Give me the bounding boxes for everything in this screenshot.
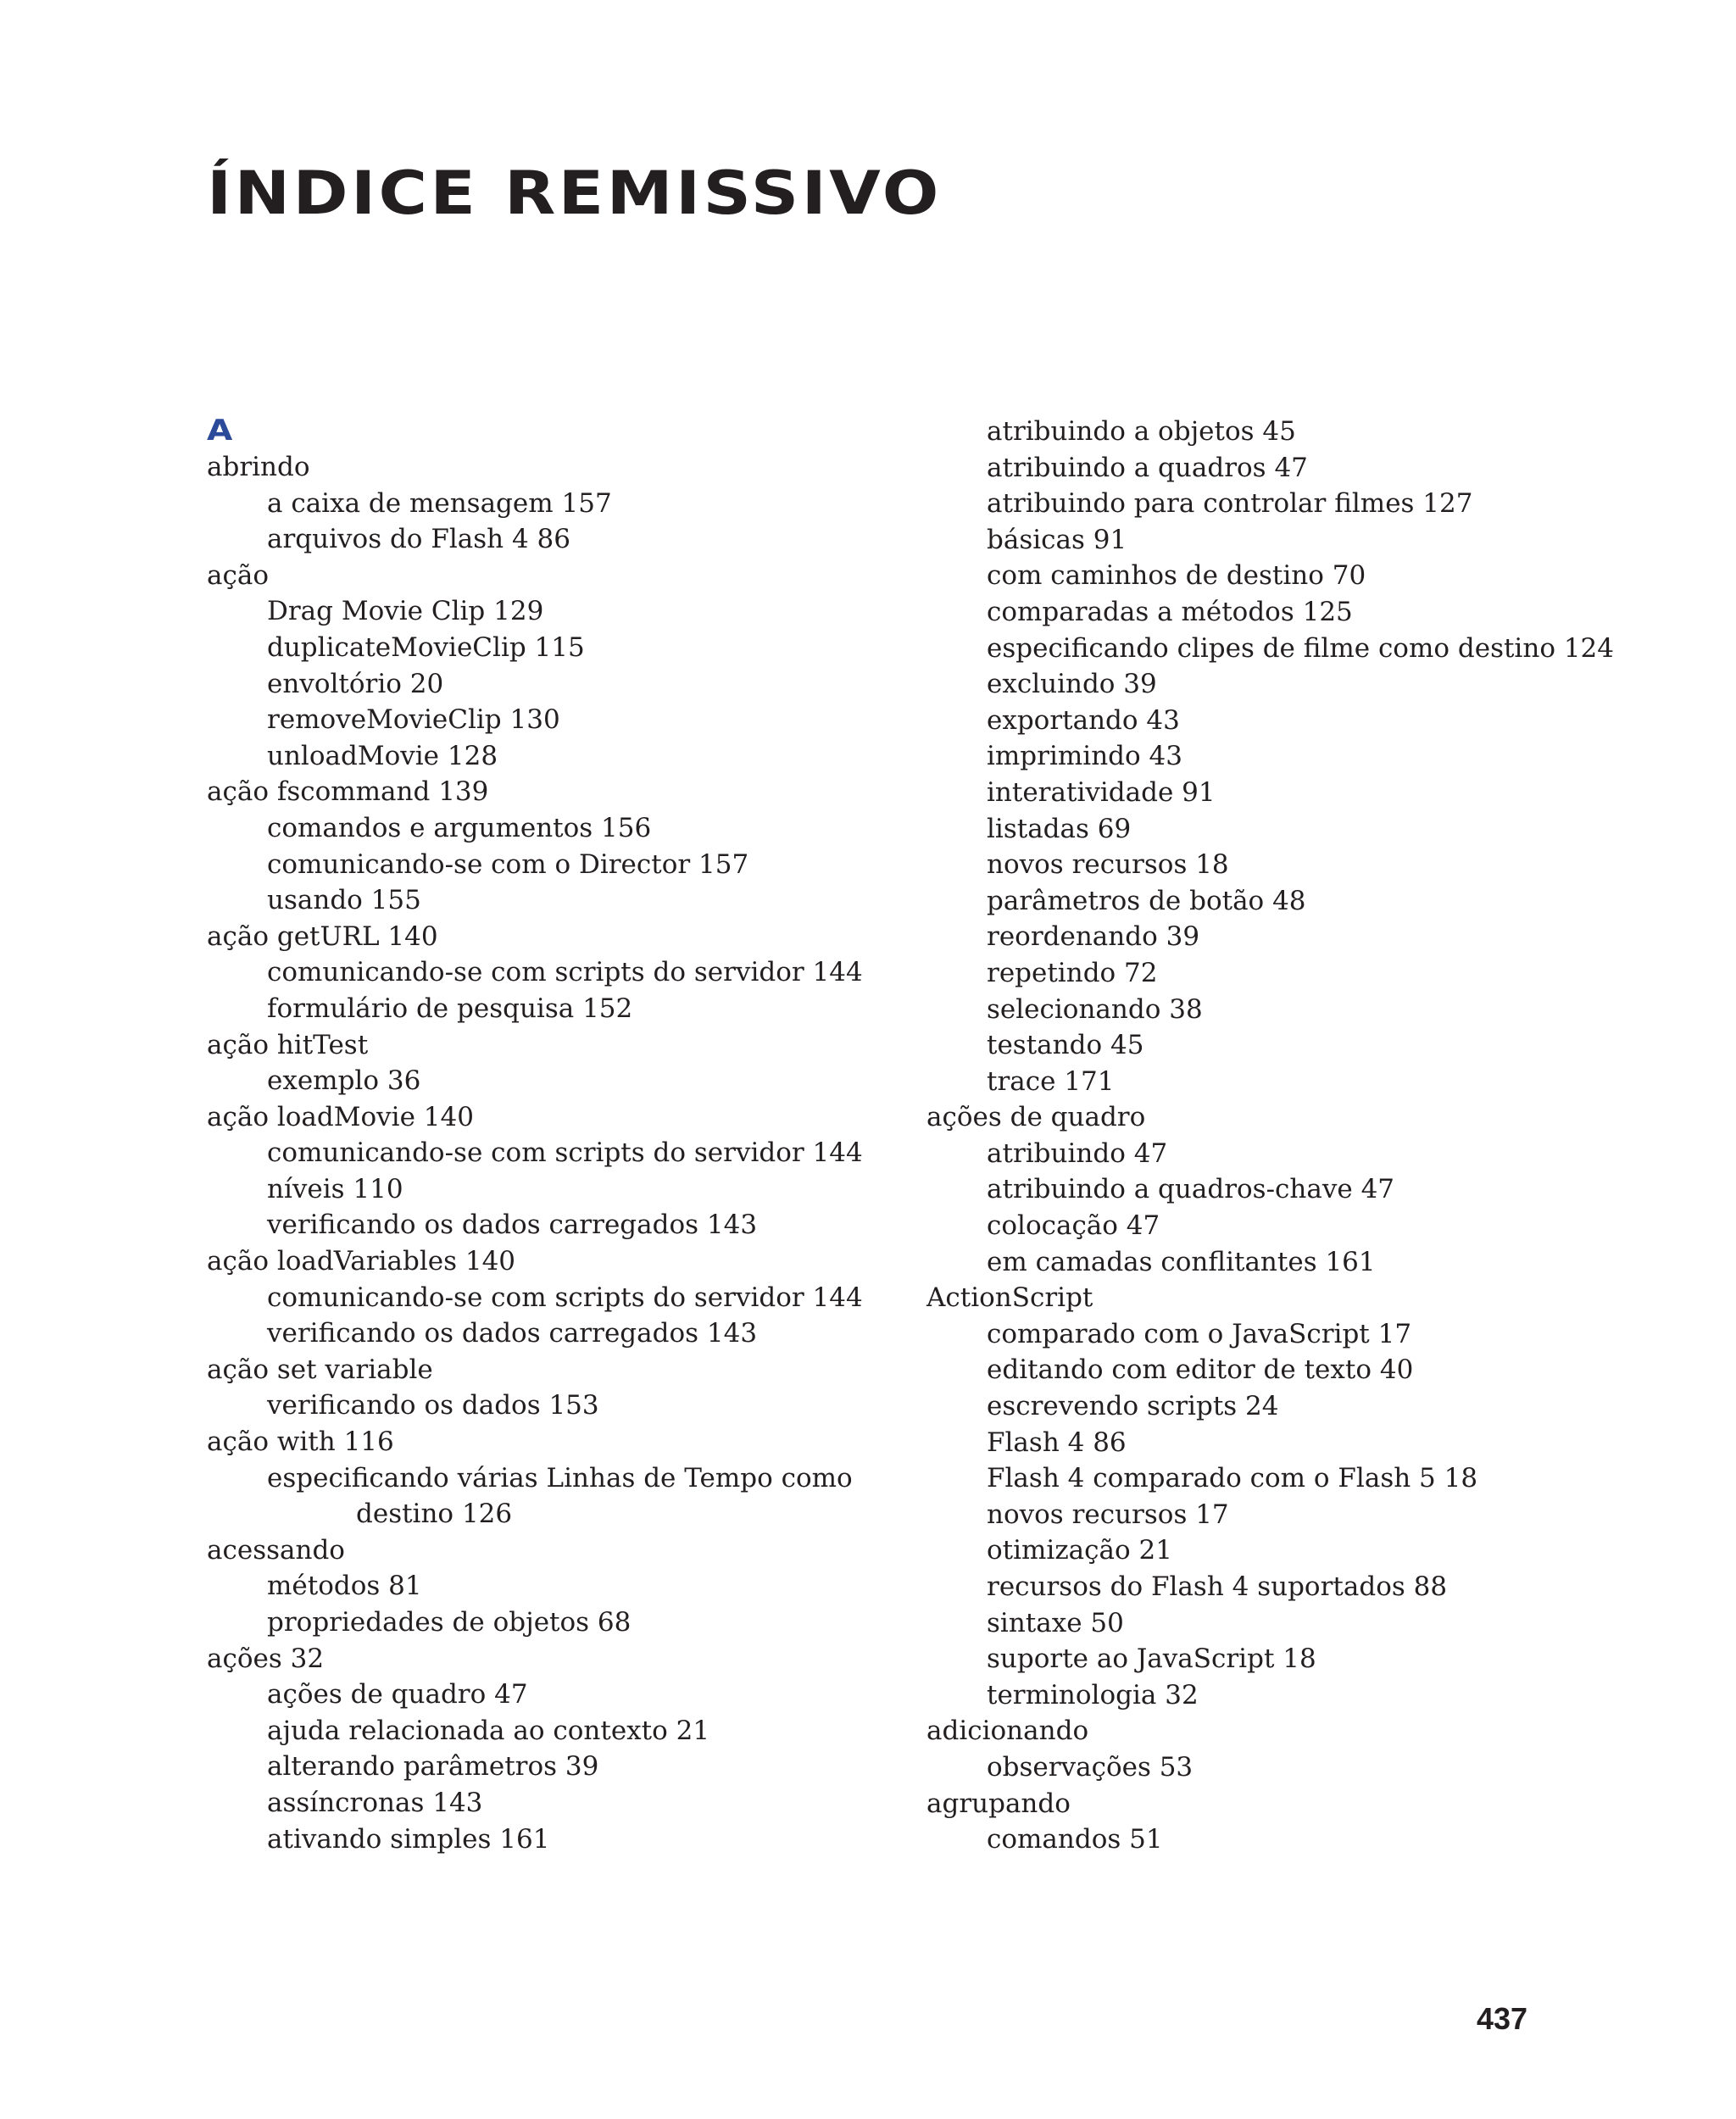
index-entries-right — [926, 414, 1622, 1858]
index-subterm: novos recursos 18 — [987, 849, 1229, 881]
index-subterm: observações 53 — [987, 1751, 1194, 1783]
index-term: agrupando — [926, 1788, 1071, 1819]
index-subterm: colocação 47 — [987, 1210, 1160, 1242]
index-subterm: atribuindo a quadros-chave 47 — [987, 1174, 1395, 1205]
index-subterm: usando 155 — [267, 885, 421, 916]
index-subterm: duplicateMovieClip 115 — [267, 631, 585, 663]
index-subterm: testando 45 — [987, 1030, 1144, 1061]
index-subterm: formulário de pesquisa 152 — [267, 993, 633, 1024]
index-subterm: atribuindo a quadros 47 — [987, 452, 1308, 483]
index-subterm: exemplo 36 — [267, 1065, 421, 1097]
index-subterm: Flash 4 comparado com o Flash 5 18 — [987, 1463, 1478, 1494]
index-subterm: selecionando 38 — [987, 993, 1203, 1025]
index-subterm: escrevendo scripts 24 — [987, 1391, 1279, 1422]
index-subterm: excluindo 39 — [987, 669, 1157, 700]
index-subterm: comparadas a métodos 125 — [987, 596, 1353, 627]
index-term: ação loadVariables 140 — [207, 1246, 516, 1277]
index-term: ações 32 — [207, 1643, 325, 1674]
index-subterm: em camadas conflitantes 161 — [987, 1246, 1376, 1277]
index-term: acessando — [207, 1534, 345, 1566]
page-number: 437 — [1477, 2001, 1528, 2036]
index-subterm: editando com editor de texto 40 — [987, 1354, 1414, 1386]
index-subterm: verificando os dados carregados 143 — [267, 1318, 758, 1349]
index-subterm: assíncronas 143 — [267, 1787, 483, 1818]
index-term: ação — [207, 559, 269, 591]
index-term: ação set variable — [207, 1354, 433, 1385]
index-subterm: recursos do Flash 4 suportados 88 — [987, 1571, 1448, 1602]
index-subterm: otimização 21 — [987, 1535, 1172, 1566]
index-term: abrindo — [207, 452, 310, 482]
index-subterm: repetindo 72 — [987, 957, 1158, 988]
index-subterm: comandos 51 — [987, 1824, 1163, 1855]
index-subterm: verificando os dados 153 — [267, 1390, 599, 1421]
index-subterm: níveis 110 — [267, 1173, 403, 1204]
page-title: ÍNDICE REMISSIVO — [207, 159, 942, 228]
index-subterm: exportando 43 — [987, 704, 1180, 736]
index-subterm: listadas 69 — [987, 813, 1132, 844]
index-subterm: verificando os dados carregados 143 — [267, 1210, 758, 1241]
index-column-right — [926, 414, 1622, 1858]
index-subterm: terminologia 32 — [987, 1679, 1199, 1710]
index-subterm: interatividade 91 — [987, 776, 1216, 808]
index-subterm: suporte ao JavaScript 18 — [987, 1643, 1316, 1675]
index-term: ação with 116 — [207, 1427, 394, 1458]
index-subterm: arquivos do Flash 4 86 — [267, 524, 570, 555]
index-subterm: parâmetros de botão 48 — [987, 885, 1306, 916]
index-term: ações de quadro — [926, 1102, 1146, 1133]
index-subterm: trace 171 — [987, 1065, 1115, 1097]
index-subterm: comunicando-se com scripts do servidor 144 — [267, 1282, 863, 1313]
index-subterm: ativando simples 161 — [267, 1823, 550, 1855]
index-column-left — [207, 414, 902, 1857]
index-subterm: atribuindo a objetos 45 — [987, 416, 1296, 447]
index-term: ação hitTest — [207, 1029, 369, 1060]
index-subterm: comandos e argumentos 156 — [267, 812, 652, 843]
index-subterm: comparado com o JavaScript 17 — [987, 1318, 1412, 1349]
index-subterm: atribuindo para controlar filmes 127 — [987, 488, 1473, 520]
index-subterm: a caixa de mensagem 157 — [267, 487, 612, 519]
index-subterm: comunicando-se com o Director 157 — [267, 848, 749, 880]
index-subterm: envoltório 20 — [267, 668, 444, 699]
index-term: ação loadMovie 140 — [207, 1101, 474, 1132]
index-term: ação fscommand 139 — [207, 776, 489, 808]
index-subterm: Drag Movie Clip 129 — [267, 596, 544, 627]
index-subterm: ajuda relacionada ao contexto 21 — [267, 1715, 710, 1746]
index-subterm: removeMovieClip 130 — [267, 704, 560, 736]
index-subterm: unloadMovie 128 — [267, 740, 498, 771]
index-subterm: especificando várias Linhas de Tempo como — [267, 1462, 853, 1493]
index-subterm: imprimindo 43 — [987, 741, 1182, 772]
index-subterm: básicas 91 — [987, 524, 1127, 555]
index-term: ação getURL 140 — [207, 920, 438, 952]
index-subterm: Flash 4 86 — [987, 1427, 1127, 1458]
index-subterm: propriedades de objetos 68 — [267, 1607, 632, 1638]
index-subterm: atribuindo 47 — [987, 1137, 1168, 1169]
index-subterm: especificando clipes de filme como destino 124 — [987, 632, 1615, 664]
index-entries-left — [207, 449, 902, 1857]
index-term: adicionando — [926, 1716, 1089, 1747]
index-subterm: reordenando 39 — [987, 921, 1200, 953]
index-subterm: alterando parâmetros 39 — [267, 1751, 599, 1783]
index-subterm: sintaxe 50 — [987, 1607, 1124, 1638]
index-subterm: com caminhos de destino 70 — [987, 560, 1366, 592]
index-subterm: comunicando-se com scripts do servidor 144 — [267, 957, 863, 988]
index-subterm: métodos 81 — [267, 1571, 422, 1602]
index-subterm: ações de quadro 47 — [267, 1679, 528, 1710]
section-letter: A — [207, 414, 233, 448]
index-subterm: destino 126 — [356, 1499, 513, 1530]
index-term: ActionScript — [926, 1282, 1093, 1314]
index-subterm: novos recursos 17 — [987, 1499, 1229, 1530]
index-subterm: comunicando-se com scripts do servidor 144 — [267, 1137, 863, 1169]
